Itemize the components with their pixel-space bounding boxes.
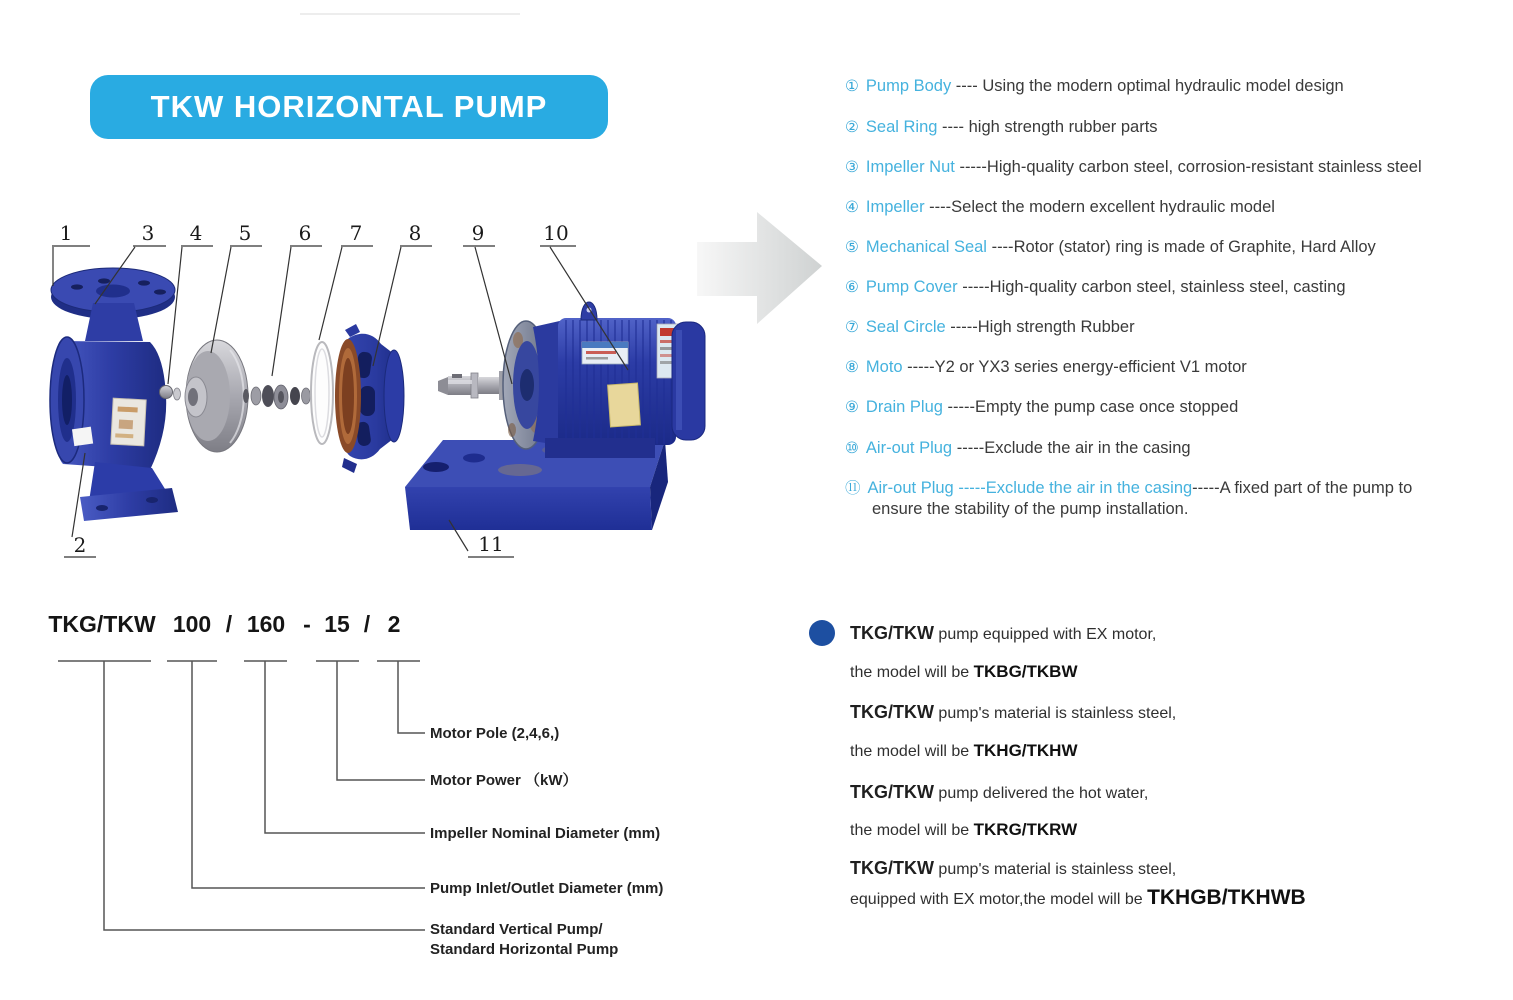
variant-line xyxy=(850,819,1077,842)
part-sep: ---- xyxy=(951,77,983,95)
variant-text: pump delivered the hot water, xyxy=(933,785,1149,802)
variant-models-section xyxy=(800,615,1510,945)
callout-7: 7 xyxy=(349,221,363,245)
part-item-6 xyxy=(845,277,1346,298)
part-sep: ----- xyxy=(952,439,985,457)
part-name: Mechanical Seal xyxy=(865,238,987,256)
part-name: Impeller xyxy=(865,198,925,216)
model-code-dash: - xyxy=(303,611,311,637)
part-name: Impeller Nut xyxy=(865,158,955,176)
part-desc: high strength rubber parts xyxy=(968,118,1158,136)
part-sep: ----- xyxy=(902,358,935,376)
variant-text: pump's material is stainless steel, xyxy=(933,861,1177,878)
callout-5: 5 xyxy=(238,221,252,245)
part-item-5 xyxy=(845,237,1376,258)
part-name: Drain Plug xyxy=(865,398,943,416)
part-number: ② xyxy=(845,118,859,136)
part-number: ⑨ xyxy=(845,398,859,416)
model-code-series: TKG/TKW xyxy=(48,611,156,637)
variant-model: TKBG/TKBW xyxy=(973,662,1078,681)
part-name: Seal Circle xyxy=(865,318,946,336)
model-code-slash1: / xyxy=(225,611,233,637)
part-sep: ----- xyxy=(942,398,976,416)
part-sep: ---- xyxy=(924,198,952,216)
part-item-4 xyxy=(845,197,1275,218)
pump-body-label xyxy=(111,398,146,446)
part-desc: Empty the pump case once stopped xyxy=(975,398,1239,416)
part-desc-line2: ensure the stability of the pump installation. xyxy=(872,499,1189,518)
variant-text: equipped with EX motor,the model will be xyxy=(850,891,1148,908)
part-number: ⑥ xyxy=(845,278,859,296)
part-sep-2: ----- xyxy=(1192,479,1220,497)
model-code-diagram xyxy=(0,580,780,1000)
variant-line xyxy=(850,781,1148,805)
seal-circle-illustration xyxy=(311,342,333,444)
callout-6: 6 xyxy=(298,221,312,245)
part-name: Moto xyxy=(865,358,903,376)
part-desc: Rotor (stator) ring is made of Graphite, Hard Alloy xyxy=(1013,238,1376,256)
part-sep: ----- xyxy=(945,318,978,336)
part-item-9 xyxy=(845,397,1238,418)
parts-list xyxy=(845,70,1513,550)
part-sep: ----- xyxy=(957,278,990,296)
variant-prefix: TKG/TKW xyxy=(850,782,934,802)
callout-2: 2 xyxy=(73,533,87,557)
variant-line xyxy=(850,857,1176,881)
motor-yellow-label xyxy=(608,383,641,427)
title-banner xyxy=(90,75,608,139)
part-desc: Select the modern excellent hydraulic model xyxy=(951,198,1275,216)
part-sep: ---- xyxy=(937,118,969,136)
variant-text: the model will be xyxy=(850,822,974,839)
part-number: ③ xyxy=(845,158,859,176)
variant-text: pump equipped with EX motor, xyxy=(933,626,1157,643)
variant-prefix: TKG/TKW xyxy=(850,858,934,878)
variant-model: TKRG/TKRW xyxy=(973,820,1078,839)
part-item-7 xyxy=(845,317,1135,338)
variant-line xyxy=(850,622,1156,646)
part-desc: High strength Rubber xyxy=(977,318,1135,336)
part-item-3 xyxy=(845,157,1422,178)
variant-text: pump's material is stainless steel, xyxy=(933,705,1177,722)
model-code-power: 15 xyxy=(324,611,350,637)
part-sep: ----- xyxy=(954,158,987,176)
model-code-impeller: 160 xyxy=(246,611,286,637)
variant-model: TKHG/TKHW xyxy=(973,741,1078,760)
part-number: ⑪ xyxy=(845,479,861,497)
callout-9: 9 xyxy=(471,221,485,245)
part-desc: Exclude the air in the casing xyxy=(984,439,1191,457)
variant-prefix: TKG/TKW xyxy=(850,702,934,722)
variant-line xyxy=(850,661,1078,684)
label-pump-type-line2: Standard Horizontal Pump xyxy=(430,941,619,958)
impeller-illustration xyxy=(185,340,248,452)
part-item-2 xyxy=(845,117,1158,138)
variant-line xyxy=(850,887,1306,911)
part-name: Pump Cover xyxy=(865,278,958,296)
mechanical-seal-illustration xyxy=(243,385,311,409)
motor-nameplate xyxy=(582,342,628,364)
model-code-connectors xyxy=(58,661,425,930)
label-motor-pole: Motor Pole (2,4,6,) xyxy=(430,725,560,742)
label-impeller-diameter: Impeller Nominal Diameter (mm) xyxy=(430,825,661,842)
part-sep: ----- xyxy=(953,479,986,497)
variant-line xyxy=(850,701,1176,725)
label-inlet-outlet: Pump Inlet/Outlet Diameter (mm) xyxy=(430,880,664,897)
part-sep: ---- xyxy=(986,238,1014,256)
variant-text: the model will be xyxy=(850,664,974,681)
page-title: TKW HORIZONTAL PUMP xyxy=(150,89,548,124)
variant-prefix: TKG/TKW xyxy=(850,623,934,643)
part-name: Air-out Plug xyxy=(865,439,953,457)
callout-11: 11 xyxy=(478,532,504,556)
callout-8: 8 xyxy=(408,221,422,245)
variant-line xyxy=(850,740,1078,763)
part-item-10 xyxy=(845,438,1191,459)
callout-3: 3 xyxy=(141,221,155,245)
variant-text: the model will be xyxy=(850,743,974,760)
right-arrow-icon xyxy=(697,212,822,324)
part-item-11 xyxy=(845,478,1513,519)
model-code-inlet: 100 xyxy=(172,611,212,637)
label-motor-power: Motor Power （kW） xyxy=(430,772,578,789)
model-code-slash2: / xyxy=(363,611,371,637)
part-number: ④ xyxy=(845,198,859,216)
part-desc-blue: Exclude the air in the casing xyxy=(985,479,1193,497)
part-desc: Y2 or YX3 series energy-efficient V1 motor xyxy=(934,358,1247,376)
label-pump-type-line1: Standard Vertical Pump/ xyxy=(430,921,603,938)
part-desc: High-quality carbon steel, stainless steel, casting xyxy=(989,278,1346,296)
model-code-pole: 2 xyxy=(387,611,401,637)
variant-model: TKHGB/TKHWB xyxy=(1147,886,1306,909)
part-number: ⑧ xyxy=(845,358,859,376)
pump-body-illustration xyxy=(50,268,178,521)
part-item-1 xyxy=(845,76,1344,97)
part-name: Air-out Plug xyxy=(867,479,954,497)
part-number: ⑤ xyxy=(845,238,859,256)
part-item-8 xyxy=(845,357,1247,378)
part-number: ① xyxy=(845,77,859,95)
pump-cover-illustration xyxy=(335,324,404,473)
callout-10: 10 xyxy=(543,221,569,245)
part-desc: Using the modern optimal hydraulic model design xyxy=(982,77,1344,95)
part-name: Seal Ring xyxy=(865,118,938,136)
part-number: ⑩ xyxy=(845,439,859,457)
callout-1: 1 xyxy=(59,221,73,245)
part-desc: High-quality carbon steel, corrosion-resistant stainless steel xyxy=(986,158,1422,176)
callout-4: 4 xyxy=(189,221,203,245)
part-number: ⑦ xyxy=(845,318,859,336)
bullet-icon xyxy=(809,620,835,646)
part-desc: A fixed part of the pump to xyxy=(1219,479,1413,497)
motor-illustration xyxy=(438,302,705,458)
part-name: Pump Body xyxy=(865,77,952,95)
impeller-nut-illustration xyxy=(160,386,181,401)
